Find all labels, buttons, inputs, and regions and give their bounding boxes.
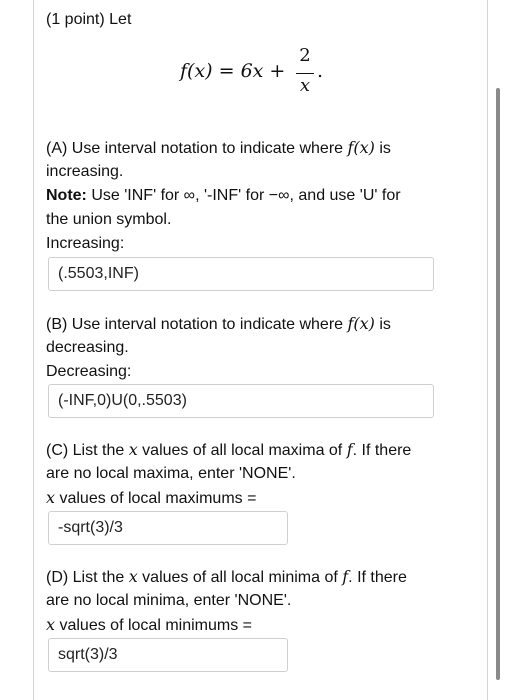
formula-lhs: f(x) = 6x +: [180, 60, 286, 82]
part-b-fx: f(x): [347, 314, 375, 333]
increasing-answer-input[interactable]: (.5503,INF): [48, 257, 434, 291]
local-max-text: values of local maximums =: [55, 490, 257, 507]
part-a-prompt: [46, 136, 391, 161]
part-a-text: (A) Use interval notation to indicate where: [46, 140, 348, 157]
part-c-f: f: [346, 440, 353, 459]
part-c-text: (C) List the: [46, 442, 129, 459]
scrollbar[interactable]: [496, 88, 500, 680]
increasing-label: Increasing:: [46, 235, 125, 252]
problem-header: (1 point) Let: [46, 11, 132, 28]
local-max-label: [46, 486, 256, 511]
part-d-prompt: [46, 565, 407, 590]
part-a-note: [46, 184, 401, 208]
fraction-numerator: 2: [299, 45, 311, 66]
part-c-x: x: [128, 440, 138, 459]
part-b-text: (B) Use interval notation to indicate where: [46, 316, 348, 333]
part-b-prompt-2: decreasing.: [46, 339, 129, 356]
note-label: Note:: [46, 187, 87, 204]
part-c-text-end: . If there: [352, 442, 412, 459]
decreasing-label: Decreasing:: [46, 363, 132, 380]
part-d-f: f: [342, 567, 349, 586]
local-min-label: [46, 613, 252, 638]
part-d-x: x: [128, 567, 138, 586]
part-a-fx: f(x): [347, 138, 375, 157]
fraction-bar: [296, 73, 314, 74]
part-a-note-2: the union symbol.: [46, 211, 172, 228]
part-a-text-end: is: [374, 140, 391, 157]
local-min-answer-input[interactable]: sqrt(3)/3: [48, 638, 288, 672]
note-text: Use 'INF' for ∞, '-INF' for −∞, and use 'U' for: [86, 187, 401, 204]
fraction-denominator: x: [299, 75, 311, 96]
function-formula: [180, 46, 340, 100]
part-c-prompt: [46, 438, 411, 463]
formula-period: .: [317, 60, 324, 82]
local-max-x: x: [46, 488, 56, 507]
part-a-prompt-2: increasing.: [46, 163, 124, 180]
part-d-text-end: . If there: [348, 569, 407, 586]
part-b-text-end: is: [374, 316, 391, 333]
part-d-prompt-2: are no local minima, enter 'NONE'.: [46, 592, 292, 609]
local-min-x: x: [46, 615, 56, 634]
part-d-text-mid: values of all local minima of: [137, 569, 343, 586]
part-d-text: (D) List the: [46, 569, 129, 586]
part-b-prompt: [46, 312, 391, 337]
part-c-prompt-2: are no local maxima, enter 'NONE'.: [46, 465, 296, 482]
local-max-answer-input[interactable]: -sqrt(3)/3: [48, 511, 288, 545]
decreasing-answer-input[interactable]: (-INF,0)U(0,.5503): [48, 384, 434, 418]
local-min-text: values of local minimums =: [55, 617, 252, 634]
part-c-text-mid: values of all local maxima of: [137, 442, 347, 459]
